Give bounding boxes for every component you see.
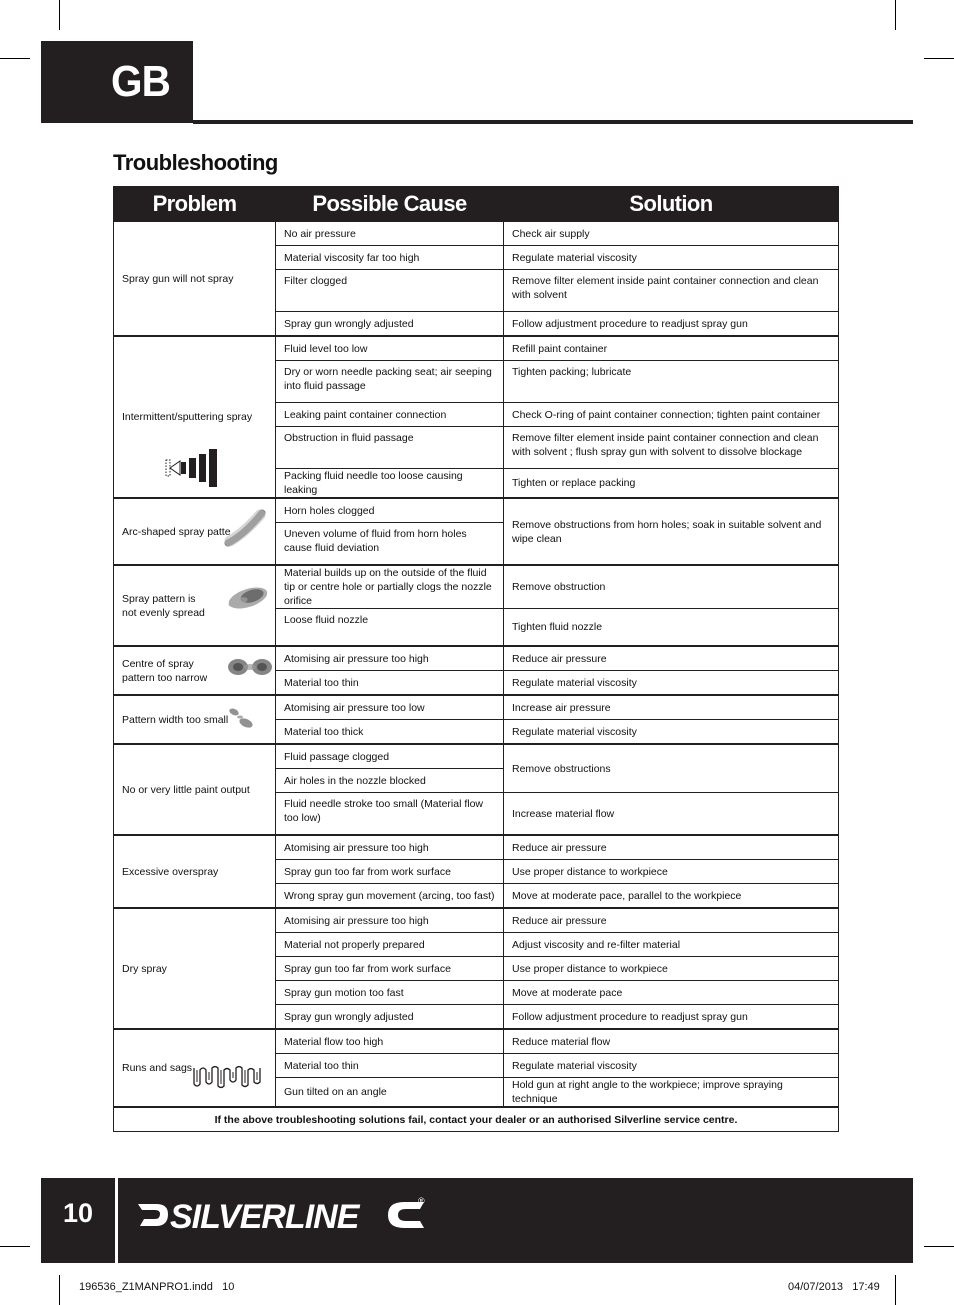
problem-cell: Runs and sags <box>114 1029 276 1107</box>
cause-cell: Packing fluid needle too loose causing leaking <box>276 469 504 499</box>
solution-cell: Regulate material viscosity <box>504 671 839 696</box>
cause-cell: Uneven volume of fluid from horn holes cause fluid deviation <box>276 523 504 566</box>
solution-cell: Reduce air pressure <box>504 908 839 933</box>
solution-cell: Follow adjustment procedure to readjust spray gun <box>504 312 839 337</box>
table-row <box>114 1029 839 1054</box>
crop-mark <box>0 1246 30 1247</box>
problem-cell: Excessive overspray <box>114 835 276 908</box>
cause-cell: Atomising air pressure too high <box>276 835 504 860</box>
file-slug: 196536_Z1MANPRO1.indd 10 <box>79 1281 235 1293</box>
table-footer-row <box>114 1107 839 1132</box>
header-rule <box>193 120 913 124</box>
solution-cell: Reduce air pressure <box>504 835 839 860</box>
cause-cell: Material viscosity far too high <box>276 246 504 270</box>
crop-mark <box>59 0 60 30</box>
solution-cell: Use proper distance to workpiece <box>504 957 839 981</box>
problem-cell: Centre of spray pattern too narrow <box>114 646 276 695</box>
cause-cell: Spray gun too far from work surface <box>276 860 504 884</box>
crop-mark <box>895 1275 896 1305</box>
table-row <box>114 336 839 361</box>
solution-cell: Remove obstructions from horn holes; soak in suitable solvent and wipe clean <box>504 498 839 565</box>
cause-cell: Fluid passage clogged <box>276 744 504 769</box>
table-row <box>114 646 839 671</box>
cause-cell: Gun tilted on an angle <box>276 1078 504 1108</box>
solution-cell: Move at moderate pace, parallel to the workpiece <box>504 884 839 909</box>
solution-cell: Check O-ring of paint container connection; tighten paint container <box>504 403 839 427</box>
cause-cell: Spray gun wrongly adjusted <box>276 312 504 337</box>
crop-mark <box>0 58 30 59</box>
cause-cell: No air pressure <box>276 221 504 246</box>
crop-mark <box>895 0 896 30</box>
cause-cell: Material flow too high <box>276 1029 504 1054</box>
table-row <box>114 908 839 933</box>
cause-cell: Atomising air pressure too high <box>276 646 504 671</box>
table-header-row <box>114 187 839 222</box>
solution-cell: Follow adjustment procedure to readjust spray gun <box>504 1005 839 1030</box>
table-row <box>114 835 839 860</box>
solution-cell: Remove filter element inside paint container connection and clean with solvent <box>504 270 839 312</box>
solution-cell: Adjust viscosity and re-filter material <box>504 933 839 957</box>
solution-cell: Tighten packing; lubricate <box>504 361 839 403</box>
solution-cell: Use proper distance to workpiece <box>504 860 839 884</box>
solution-cell: Regulate material viscosity <box>504 246 839 270</box>
solution-cell: Reduce air pressure <box>504 646 839 671</box>
cause-cell: Fluid level too low <box>276 336 504 361</box>
solution-cell: Remove obstruction <box>504 565 839 609</box>
cause-cell: Wrong spray gun movement (arcing, too fast) <box>276 884 504 909</box>
sputtering-spray-icon <box>164 447 224 489</box>
column-header-cause: Possible Cause <box>276 187 504 222</box>
column-header-solution: Solution <box>504 187 839 222</box>
date-stamp: 04/07/2013 17:49 <box>788 1281 880 1293</box>
cause-cell: Dry or worn needle packing seat; air seeping into fluid passage <box>276 361 504 403</box>
table-row <box>114 695 839 720</box>
page-number: 10 <box>62 1198 94 1228</box>
footer-divider <box>115 1178 118 1263</box>
solution-cell: Tighten fluid nozzle <box>504 609 839 647</box>
solution-cell: Increase air pressure <box>504 695 839 720</box>
cause-cell: Spray gun motion too fast <box>276 981 504 1005</box>
table-row <box>114 498 839 523</box>
solution-cell: Move at moderate pace <box>504 981 839 1005</box>
cause-cell: Spray gun too far from work surface <box>276 957 504 981</box>
problem-cell: Pattern width too small <box>114 695 276 744</box>
table-row <box>114 744 839 769</box>
cause-cell: Filter clogged <box>276 270 504 312</box>
solution-cell: Remove filter element inside paint container connection and clean with solvent ; flush spray gun with solvent to dissolve blockage <box>504 427 839 469</box>
narrow-centre-pattern-icon <box>226 655 274 679</box>
runs-and-sags-icon <box>192 1064 266 1090</box>
cause-cell: Spray gun wrongly adjusted <box>276 1005 504 1030</box>
cause-cell: Leaking paint container connection <box>276 403 504 427</box>
cause-cell: Material builds up on the outside of the fluid tip or centre hole or partially clogs the nozzle orifice <box>276 565 504 609</box>
solution-cell: Tighten or replace packing <box>504 469 839 499</box>
footer-note: If the above troubleshooting solutions fail, contact your dealer or an authorised Silverline service centre. <box>114 1107 839 1132</box>
cause-cell: Air holes in the nozzle blocked <box>276 769 504 793</box>
crop-mark <box>59 1275 60 1305</box>
solution-cell: Check air supply <box>504 221 839 246</box>
cause-cell: Atomising air pressure too high <box>276 908 504 933</box>
table-row <box>114 221 839 246</box>
solution-cell: Remove obstructions <box>504 744 839 793</box>
cause-cell: Material too thick <box>276 720 504 745</box>
troubleshooting-table <box>113 186 839 1132</box>
crop-mark <box>924 58 954 59</box>
problem-cell: Spray gun will not spray <box>114 221 276 336</box>
page-title: Troubleshooting <box>113 150 278 175</box>
cause-cell: Atomising air pressure too low <box>276 695 504 720</box>
cause-cell: Horn holes clogged <box>276 498 504 523</box>
uneven-spray-pattern-icon <box>220 584 270 614</box>
crop-mark <box>924 1246 954 1247</box>
cause-cell: Material too thin <box>276 671 504 696</box>
cause-cell: Material not properly prepared <box>276 933 504 957</box>
cause-cell: Fluid needle stroke too small (Material flow too low) <box>276 793 504 836</box>
silverline-logo <box>136 1190 436 1238</box>
language-tab <box>41 41 193 123</box>
table-row <box>114 565 839 609</box>
problem-cell: Intermittent/sputtering spray <box>114 336 276 498</box>
cause-cell: Loose fluid nozzle <box>276 609 504 647</box>
cause-cell: Obstruction in fluid passage <box>276 427 504 469</box>
solution-cell: Hold gun at right angle to the workpiece; improve spraying technique <box>504 1078 839 1108</box>
footer-bar <box>41 1178 913 1263</box>
problem-cell: Dry spray <box>114 908 276 1029</box>
solution-cell: Reduce material flow <box>504 1029 839 1054</box>
problem-cell: Spray pattern is not evenly spread <box>114 565 276 646</box>
solution-cell: Refill paint container <box>504 336 839 361</box>
solution-cell: Regulate material viscosity <box>504 720 839 745</box>
svg-text:SILVERLINE: SILVERLINE <box>170 1198 359 1236</box>
language-code: GB <box>111 57 170 106</box>
column-header-problem: Problem <box>114 187 276 222</box>
solution-cell: Increase material flow <box>504 793 839 836</box>
solution-cell: Regulate material viscosity <box>504 1054 839 1078</box>
cause-cell: Material too thin <box>276 1054 504 1078</box>
problem-cell: No or very little paint output <box>114 744 276 835</box>
problem-cell: Arc-shaped spray patte <box>114 498 276 565</box>
svg-text:®: ® <box>418 1196 425 1206</box>
small-pattern-icon <box>226 706 256 732</box>
